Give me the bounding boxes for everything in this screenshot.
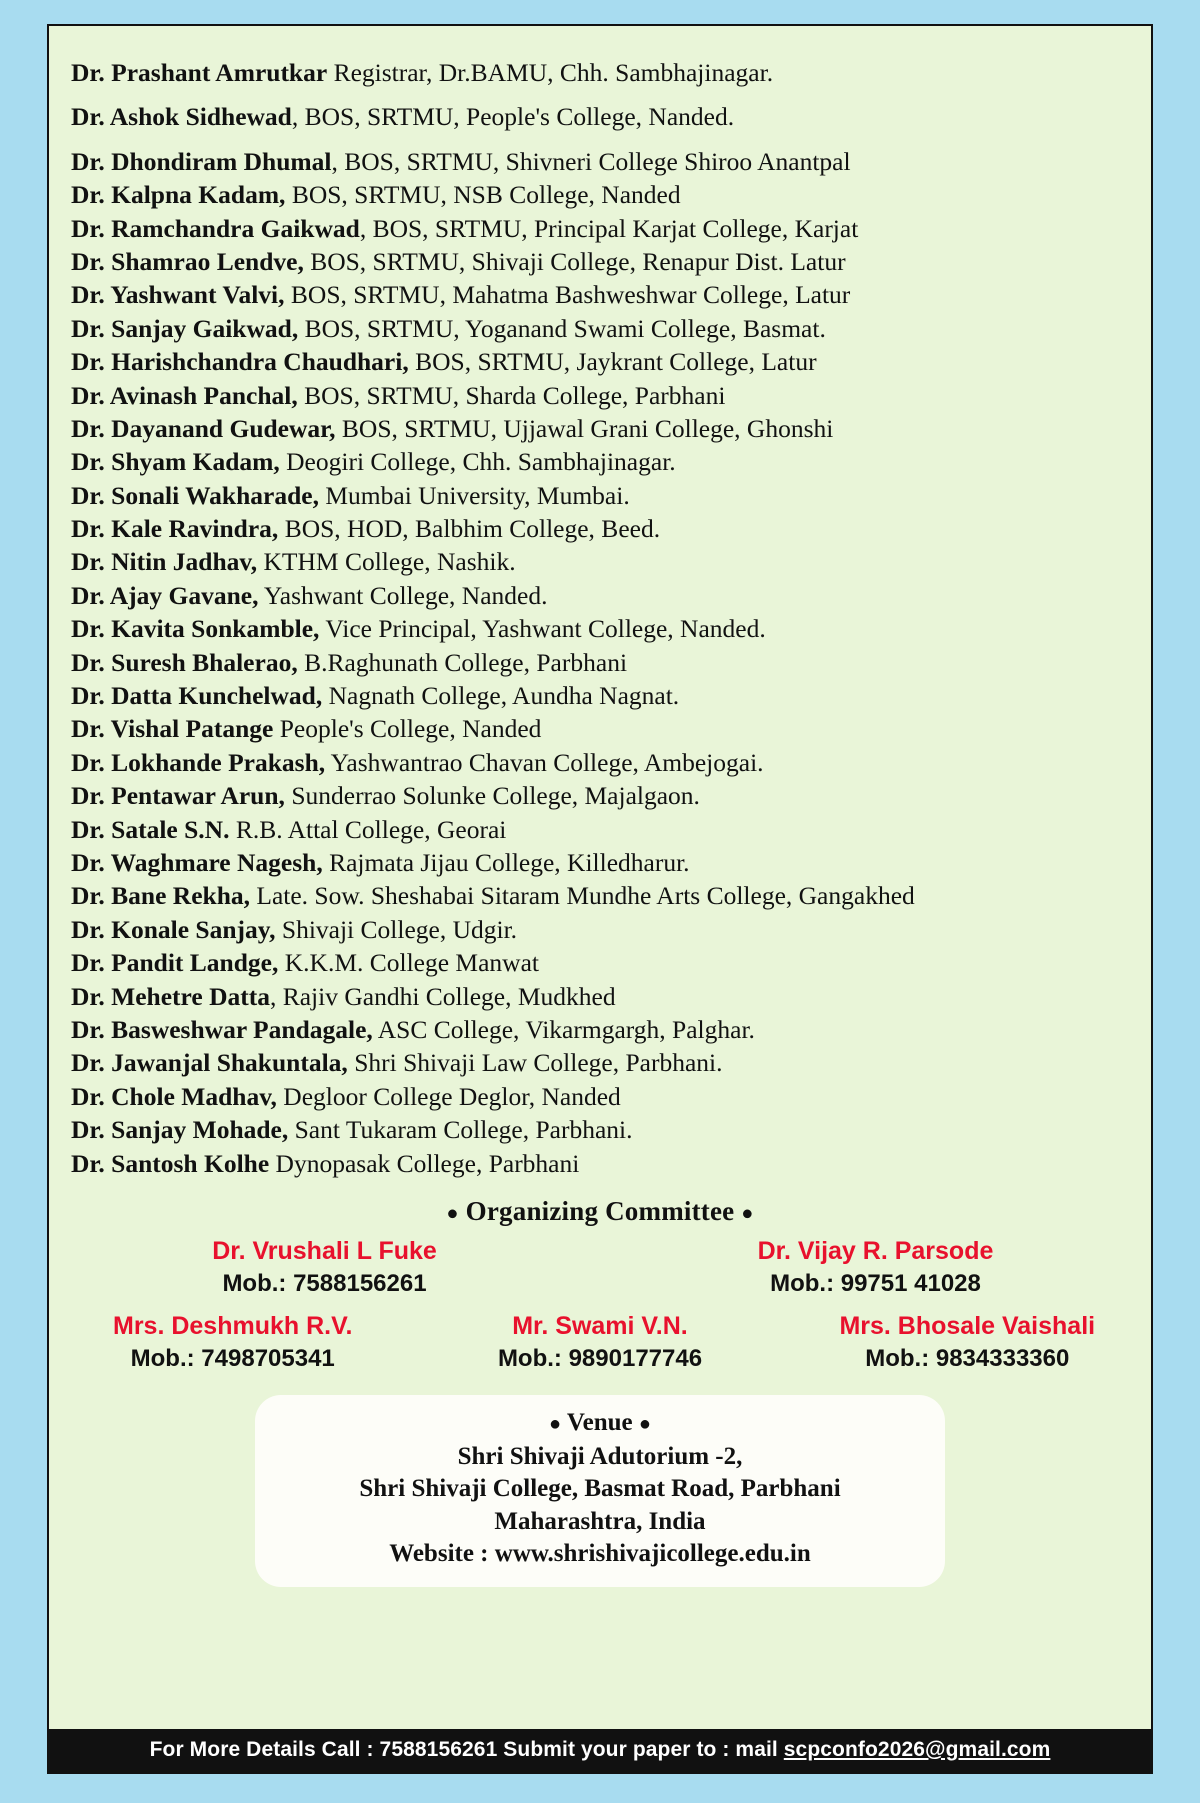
list-item (71, 579, 1129, 612)
member-affiliation: Yashwantrao Chavan College, Ambejogai. (325, 747, 764, 777)
member-affiliation: Shivaji College, Udgir. (275, 914, 518, 944)
member-name: Dr. Ramchandra Gaikwad (71, 213, 360, 243)
bullet-dot-icon: ● (548, 1412, 562, 1435)
organizer-entry (49, 1312, 416, 1373)
member-affiliation: Deogiri College, Chh. Sambhajinagar. (279, 447, 676, 477)
member-affiliation: R.B. Attal College, Georai (229, 814, 507, 844)
list-item (71, 379, 1129, 412)
member-affiliation: BOS, SRTMU, Shivaji College, Renapur Dist. Latur (303, 246, 846, 276)
member-name: Dr. Vishal Patange (71, 714, 274, 744)
list-item (71, 145, 1129, 178)
list-item (71, 479, 1129, 512)
member-affiliation: B.Raghunath College, Parbhani (297, 647, 628, 677)
member-affiliation: Vice Principal, Yashwant College, Nanded. (319, 614, 766, 644)
organizing-row-2 (49, 1312, 1151, 1373)
member-name: Dr. Sanjay Gaikwad, (71, 313, 299, 343)
bullet-dot-icon: ● (741, 1202, 754, 1225)
member-affiliation: Sant Tukaram College, Parbhani. (288, 1115, 633, 1145)
footer-email-link[interactable]: scpconfo2026@gmail.com (783, 1738, 1051, 1761)
list-item (71, 1113, 1129, 1146)
organizer-mobile: Mob.: 99751 41028 (770, 1269, 981, 1297)
member-affiliation: Late. Sow. Sheshabai Sitaram Mundhe Arts College, Gangakhed (250, 881, 915, 911)
member-name: Dr. Chole Madhav, (71, 1081, 277, 1111)
list-item (71, 512, 1129, 545)
list-item (71, 178, 1129, 211)
member-affiliation: , BOS, SRTMU, Principal Karjat College, Karjat (359, 213, 859, 243)
organizing-row-1 (49, 1237, 1151, 1298)
organizer-mobile: Mob.: 7588156261 (222, 1269, 427, 1297)
committee-members-list (49, 26, 1151, 1180)
member-name: Dr. Kale Ravindra, (71, 514, 279, 544)
member-name: Dr. Shamrao Lendve, (71, 246, 304, 276)
list-item (71, 445, 1129, 478)
member-name: Dr. Yashwant Valvi, (71, 280, 285, 310)
member-name: Dr. Lokhande Prakash, (71, 747, 326, 777)
member-name: Dr. Kalpna Kadam, (71, 180, 286, 210)
member-affiliation: People's College, Nanded (273, 714, 542, 744)
footer-contact-bar (49, 1729, 1151, 1772)
member-name: Dr. Waghmare Nagesh, (71, 847, 323, 877)
member-affiliation: , Rajiv Gandhi College, Mudkhed (269, 981, 616, 1011)
member-name: Dr. Bane Rekha, (71, 881, 250, 911)
organizer-entry (49, 1237, 600, 1298)
organizer-name: Dr. Vijay R. Parsode (757, 1236, 994, 1265)
member-name: Dr. Ashok Sidhewad (71, 102, 292, 132)
list-item (71, 779, 1129, 812)
list-item (71, 545, 1129, 578)
member-name: Dr. Datta Kunchelwad, (71, 681, 323, 711)
list-item (71, 612, 1129, 645)
member-affiliation: BOS, SRTMU, Yoganand Swami College, Basmat. (298, 313, 826, 343)
bullet-dot-icon: ● (446, 1202, 459, 1225)
list-item (71, 913, 1129, 946)
list-item (71, 712, 1129, 745)
organizing-committee-title: Organizing Committee (465, 1195, 735, 1226)
member-name: Dr. Suresh Bhalerao, (71, 647, 298, 677)
organizer-mobile: Mob.: 9834333360 (865, 1344, 1070, 1372)
organizer-name: Mrs. Bhosale Vaishali (839, 1311, 1096, 1340)
list-item (71, 646, 1129, 679)
list-item (71, 1013, 1129, 1046)
flyer-page (47, 24, 1153, 1774)
list-item (71, 679, 1129, 712)
list-item (71, 879, 1129, 912)
list-item (71, 1147, 1129, 1180)
list-item (71, 345, 1129, 378)
member-affiliation: Dynopasak College, Parbhani (269, 1148, 580, 1178)
member-name: Dr. Nitin Jadhav, (71, 547, 258, 577)
organizer-entry (416, 1312, 783, 1373)
footer-text: For More Details Call : 7588156261 Submit your paper to : mail (149, 1738, 784, 1761)
member-name: Dr. Sonali Wakharade, (71, 480, 319, 510)
member-name: Dr. Pandit Landge, (71, 948, 279, 978)
venue-line: Shri Shivaji Adutorium -2, (457, 1442, 743, 1470)
organizer-entry (784, 1312, 1151, 1373)
list-item (71, 1080, 1129, 1113)
venue-title: Venue (566, 1408, 633, 1436)
member-affiliation: BOS, SRTMU, Sharda College, Parbhani (297, 380, 726, 410)
venue-box (255, 1395, 945, 1587)
member-affiliation: , BOS, SRTMU, Shivneri College Shiroo Anantpal (331, 146, 851, 176)
member-name: Dr. Dayanand Gudewar, (71, 413, 336, 443)
list-item (71, 412, 1129, 445)
organizer-entry (600, 1237, 1151, 1298)
member-affiliation: Yashwant College, Nanded. (258, 580, 548, 610)
member-name: Dr. Prashant Amrutkar (71, 58, 328, 87)
member-name: Dr. Dhondiram Dhumal (71, 146, 332, 176)
member-name: Dr. Konale Sanjay, (71, 914, 276, 944)
member-affiliation: BOS, SRTMU, NSB College, Nanded (285, 180, 681, 210)
member-name: Dr. Jawanjal Shakuntala, (71, 1048, 348, 1078)
member-affiliation: K.K.M. College Manwat (278, 948, 539, 978)
list-item (71, 1046, 1129, 1079)
member-affiliation: BOS, SRTMU, Mahatma Bashweshwar College, Latur (284, 280, 851, 310)
member-affiliation: ASC College, Vikarmgargh, Palghar. (372, 1014, 755, 1044)
member-affiliation: , BOS, SRTMU, People's College, Nanded. (291, 102, 735, 132)
member-name: Dr. Harishchandra Chaudhari, (71, 347, 409, 377)
list-item (71, 746, 1129, 779)
member-affiliation: Degloor College Deglor, Nanded (276, 1081, 621, 1111)
member-name: Dr. Santosh Kolhe (71, 1148, 270, 1178)
member-name: Dr. Shyam Kadam, (71, 447, 280, 477)
member-affiliation: Sunderrao Solunke College, Majalgaon. (284, 781, 700, 811)
member-affiliation: KTHM College, Nashik. (257, 547, 516, 577)
member-name: Dr. Sanjay Mohade, (71, 1115, 289, 1145)
venue-website[interactable]: Website : www.shrishivajicollege.edu.in (389, 1540, 811, 1568)
member-name: Dr. Mehetre Datta (71, 981, 270, 1011)
organizer-mobile: Mob.: 9890177746 (497, 1344, 703, 1372)
member-affiliation: BOS, SRTMU, Jaykrant College, Latur (408, 347, 817, 377)
list-item (71, 980, 1129, 1013)
list-item (71, 100, 1129, 133)
list-item (71, 212, 1129, 245)
organizing-committee-heading (49, 1196, 1151, 1227)
member-affiliation: Rajmata Jijau College, Killedharur. (322, 847, 690, 877)
organizer-name: Mr. Swami V.N. (512, 1311, 688, 1340)
member-name: Dr. Ajay Gavane, (71, 580, 259, 610)
member-affiliation: Nagnath College, Aundha Nagnat. (322, 681, 680, 711)
list-item (71, 312, 1129, 345)
member-affiliation: Registrar, Dr.BAMU, Chh. Sambhajinagar. (327, 58, 774, 87)
member-name: Dr. Satale S.N. (71, 814, 230, 844)
venue-heading (265, 1409, 935, 1437)
list-item (71, 846, 1129, 879)
organizer-name: Dr. Vrushali L Fuke (212, 1236, 437, 1265)
organizer-mobile: Mob.: 7498705341 (130, 1344, 335, 1372)
member-name: Dr. Pentawar Arun, (71, 781, 285, 811)
list-item (71, 56, 1129, 89)
venue-line: Shri Shivaji College, Basmat Road, Parbhani (359, 1475, 841, 1503)
list-item (71, 813, 1129, 846)
member-affiliation: BOS, HOD, Balbhim College, Beed. (278, 514, 661, 544)
list-item (71, 245, 1129, 278)
list-item (71, 946, 1129, 979)
member-affiliation: BOS, SRTMU, Ujjawal Grani College, Ghonshi (335, 413, 834, 443)
list-item (71, 278, 1129, 311)
member-name: Dr. Avinash Panchal, (71, 380, 298, 410)
member-name: Dr. Basweshwar Pandagale, (71, 1014, 373, 1044)
member-name: Dr. Kavita Sonkamble, (71, 614, 320, 644)
venue-line: Maharashtra, India (494, 1507, 706, 1535)
organizer-name: Mrs. Deshmukh R.V. (113, 1311, 353, 1340)
bullet-dot-icon: ● (638, 1412, 651, 1435)
member-affiliation: Mumbai University, Mumbai. (319, 480, 630, 510)
member-affiliation: Shri Shivaji Law College, Parbhani. (347, 1048, 723, 1078)
